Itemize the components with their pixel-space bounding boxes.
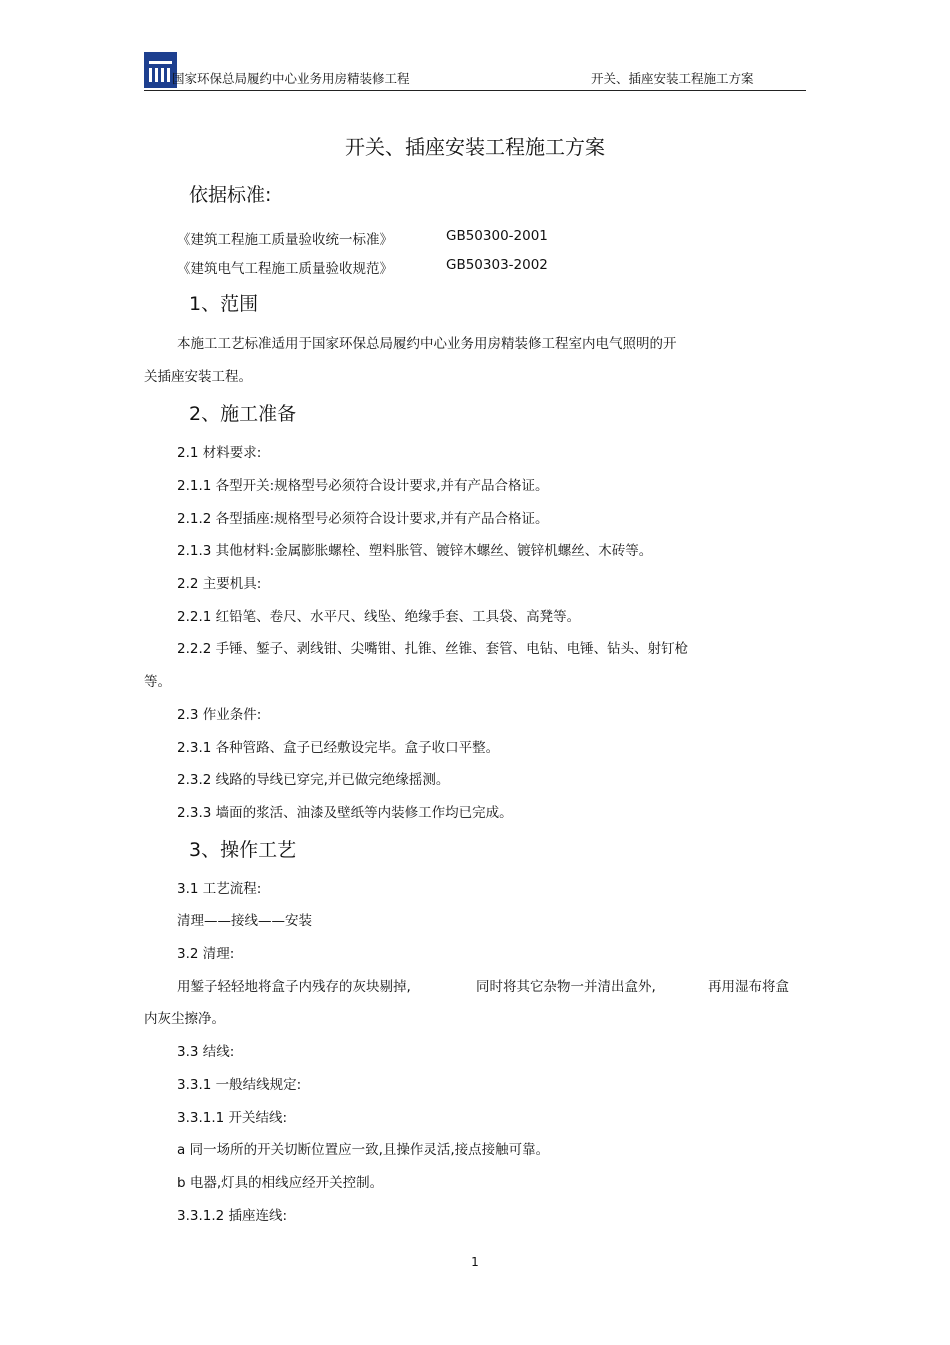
list-item: 2.2.2 手锤、錾子、剥线钳、尖嘴钳、扎锥、丝锥、套管、电钻、电锤、钻头、射钉枪: [177, 641, 689, 657]
subheading: 3.3.1.1 开关结线:: [177, 1110, 288, 1126]
list-item-continuation: 等。: [144, 674, 171, 690]
section-2-heading: 2、施工准备: [189, 403, 297, 425]
header-project-name: 国家环保总局履约中心业务用房精装修工程: [172, 71, 410, 86]
basis-heading: 依据标准:: [189, 184, 272, 206]
subheading: 2.3 作业条件:: [177, 707, 262, 723]
list-item: a 同一场所的开关切断位置应一致,且操作灵活,接点接触可靠。: [177, 1142, 550, 1158]
subheading: 2.2 主要机具:: [177, 576, 262, 592]
page-number: 1: [471, 1255, 479, 1269]
header-divider: [144, 90, 806, 91]
section-1-heading: 1、范围: [189, 293, 259, 315]
process-flow: 清理——接线——安装: [177, 913, 312, 929]
subheading: 3.3 结线:: [177, 1044, 235, 1060]
subheading: 3.1 工艺流程:: [177, 881, 262, 897]
header-document-name: 开关、插座安装工程施工方案: [591, 71, 754, 86]
standard-name: 《建筑电气工程施工质量验收规范》: [177, 261, 393, 277]
paragraph: 再用湿布将盒: [708, 979, 789, 995]
list-item: 2.1.1 各型开关:规格型号必须符合设计要求,并有产品合格证。: [177, 478, 549, 494]
list-item: b 电器,灯具的相线应经开关控制。: [177, 1175, 384, 1191]
page-title: 开关、插座安装工程施工方案: [345, 135, 605, 159]
list-item: 2.3.2 线路的导线已穿完,并已做完绝缘摇测。: [177, 772, 450, 788]
list-item: 2.3.3 墙面的浆活、油漆及壁纸等内装修工作均已完成。: [177, 805, 513, 821]
standard-code: GB50300-2001: [446, 228, 548, 244]
standard-name: 《建筑工程施工质量验收统一标准》: [177, 232, 393, 248]
list-item: 2.1.3 其他材料:金属膨胀螺栓、塑料胀管、镀锌木螺丝、镀锌机螺丝、木砖等。: [177, 543, 653, 559]
subheading: 3.3.1.2 插座连线:: [177, 1208, 288, 1224]
paragraph: 关插座安装工程。: [144, 369, 252, 385]
paragraph: 本施工工艺标准适用于国家环保总局履约中心业务用房精装修工程室内电气照明的开: [177, 336, 677, 352]
subheading: 3.2 清理:: [177, 946, 235, 962]
section-3-heading: 3、操作工艺: [189, 839, 297, 861]
standard-code: GB50303-2002: [446, 257, 548, 273]
list-item: 2.3.1 各种管路、盒子已经敷设完毕。盒子收口平整。: [177, 740, 500, 756]
paragraph: 内灰尘擦净。: [144, 1011, 225, 1027]
subheading: 3.3.1 一般结线规定:: [177, 1077, 302, 1093]
list-item: 2.2.1 红铅笔、卷尺、水平尺、线坠、绝缘手套、工具袋、高凳等。: [177, 609, 581, 625]
paragraph: 同时将其它杂物一并清出盒外,: [476, 979, 656, 995]
paragraph: 用錾子轻轻地将盒子内残存的灰块剔掉,: [177, 979, 411, 995]
subheading: 2.1 材料要求:: [177, 445, 262, 461]
list-item: 2.1.2 各型插座:规格型号必须符合设计要求,并有产品合格证。: [177, 511, 549, 527]
